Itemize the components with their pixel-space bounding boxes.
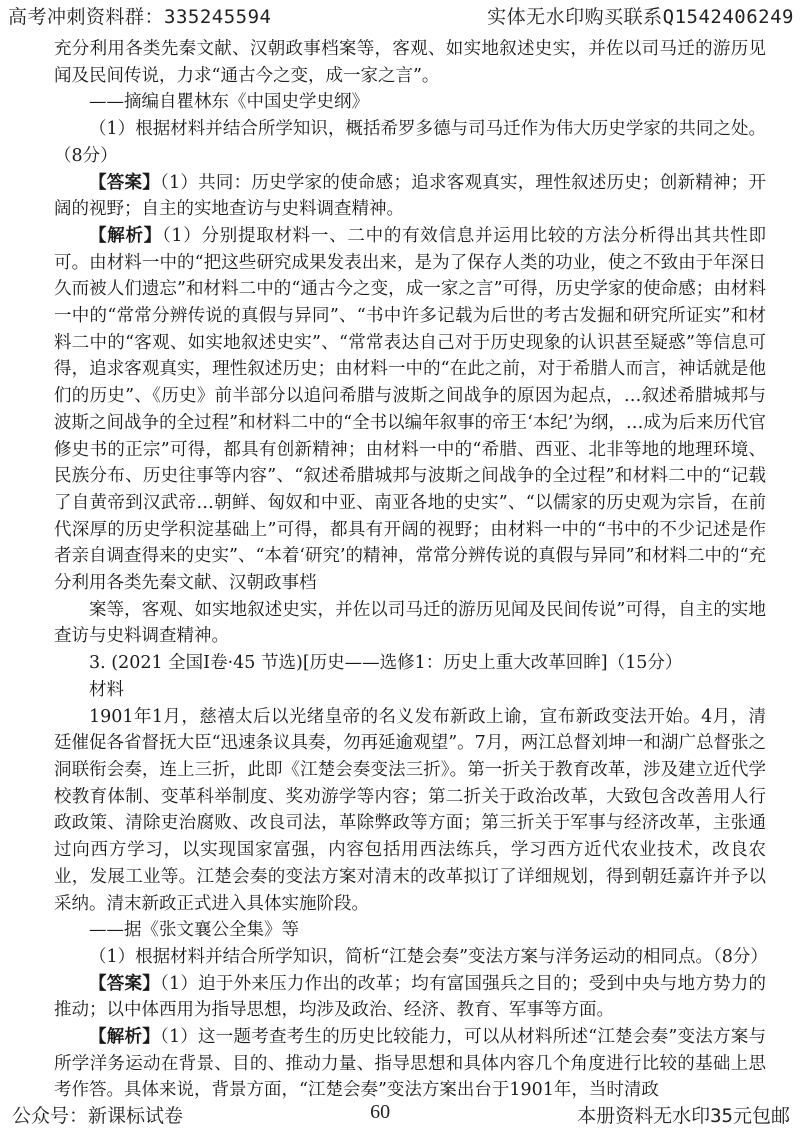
analysis-2-text: （1）这一题考查考生的历史比较能力，可以从材料所述“江楚会奏”变法方案与所学洋务运动在背景、目的、推动力量、指导思想和具体内容几个角度进行比较的基础上思考作答。具体来说，背景方面，“江楚会奏”变法方案出台于1901年，当时清政	[54, 1027, 767, 1101]
analysis-2	[54, 1024, 766, 1104]
footer-right-text: 本册资料无水印35元包邮	[577, 1105, 790, 1127]
material-continuation: 充分利用各类先秦文献、汉朝政事档案等，客观、如实地叙述史实，并佐以司马迁的游历见闻及民间传说，力求“通古今之变，成一家之言”。	[54, 39, 766, 86]
question-1: （1）根据材料并结合所学知识，概括希罗多德与司马迁作为伟大历史学家的共同之处。（8分）	[54, 119, 766, 166]
analysis-1-text: （1）分别提取材料一、二中的有效信息并运用比较的方法分析得出其共性即可。由材料一中的“把这些研究成果发表出来，是为了保存人类的功业，使之不致由于年深日久而被人们遗忘”和材料二中的“通古今之变，成一家之言”可得，历史学家的使命感；由材料一中的“常常分辨传说的真假与异同”、“书中许多记载为后世的考古发掘和研究所证实”和材料二中的“客观、如实地叙述史实”、“常常表达自己对于历史现象的认识甚至疑惑”等信息可得，追求客观真实，理性叙述历史；由材料一中的“在此之前，对于希腊人而言，神话就是他们的历史”、《历史》前半部分以追问希腊与波斯之间战争的原因为起点，…叙述希腊城邦与波斯之间战争的全过程”和材料二中的“全书以编年叙事的帝王‘本纪’为纲，…成为后来历代官修史书的正宗”可得，都具有创新精神；由材料一中的“希腊、西亚、北非等地的地理环境、民族分布、历史往事等内容”、“叙述希腊城邦与波斯之间战争的全过程”和材料二中的“记载了自黄帝到汉武帝…朝鲜、匈奴和中亚、南亚各地的史实”、“以儒家的历史观为宗旨，在前代深厚的历史学积淀基础上”可得，都具有开阔的视野；由材料一中的“书中的不少记述是作者亲自调查得来的史实”、“本着‘研究’的精神，常常分辨传说的真假与异同”和材料二中的“充分利用各类先秦文献、汉朝政事档	[54, 225, 767, 594]
answer-tag-2: 【答案】	[89, 973, 161, 994]
answer-1	[54, 170, 766, 223]
page-footer	[0, 1101, 800, 1128]
header-left-text: 高考冲刺资料群：335245594	[8, 6, 272, 28]
analysis-1-continuation: 案等，客观、如实地叙述史实，并佐以司马迁的游历见闻及民间传说”可得，自主的实地查访与史料调查精神。	[54, 599, 766, 647]
page-body	[54, 36, 766, 1104]
analysis-1	[54, 223, 766, 597]
page-header	[0, 2, 800, 29]
answer-2-text: （1）迫于外来压力作出的改革；均有富国强兵之目的；受到中央与地方势力的推动；以中体西用为指导思想，均涉及政治、经济、教育、军事等方面。	[54, 973, 766, 1021]
footer-left-text: 公众号：新课标试卷	[12, 1105, 184, 1127]
analysis-tag-2: 【解析】	[89, 1027, 160, 1048]
page-number: 60	[370, 1101, 391, 1123]
material-text: 1901年1月，慈禧太后以光绪皇帝的名义发布新政上谕，宣布新政变法开始。4月，清廷催促各省督抚大臣“迅速条议具奏，勿再延逾观望”。7月，两江总督刘坤一和湖广总督张之洞联衔会奏，连上三折，此即《江楚会奏变法三折》。第一折关于教育改革，涉及建立近代学校教育体制、变革科举制度、奖劝游学等内容；第二折关于政治改革，大致包含改善用人行政政策、清除吏治腐败、改良司法，革除弊政等方面；第三折关于军事与经济改革，主张通过向西方学习，以实现国家富强，内容包括用西法练兵，学习西方近代农业技术，改良农业，发展工业等。江楚会奏的变法方案对清末的改革拟订了详细规划，得到朝廷嘉许并予以采纳。清末新政正式进入具体实施阶段。	[54, 706, 766, 914]
answer-2	[54, 971, 766, 1024]
source-citation: ——摘编自瞿林东《中国史学史纲》	[89, 92, 369, 113]
question-3-heading: 3. (2021 全国Ⅰ卷·45 节选)[历史——选修1：历史上重大改革回眸]（15分）	[89, 653, 683, 674]
material-label: 材料	[89, 679, 124, 700]
header-right-text: 实体无水印购买联系Q1542406249	[487, 6, 794, 28]
question-2: （1）根据材料并结合所学知识，简析“江楚会奏”变法方案与洋务运动的相同点。（8分）	[89, 946, 768, 967]
analysis-tag: 【解析】	[89, 225, 162, 246]
answer-1-text: （1）共同：历史学家的使命感；追求客观真实，理性叙述历史；创新精神；开阔的视野；自主的实地查访与史料调查精神。	[54, 172, 766, 220]
answer-tag: 【答案】	[89, 172, 161, 193]
source-citation-2: ——据《张文襄公全集》等	[89, 920, 299, 941]
